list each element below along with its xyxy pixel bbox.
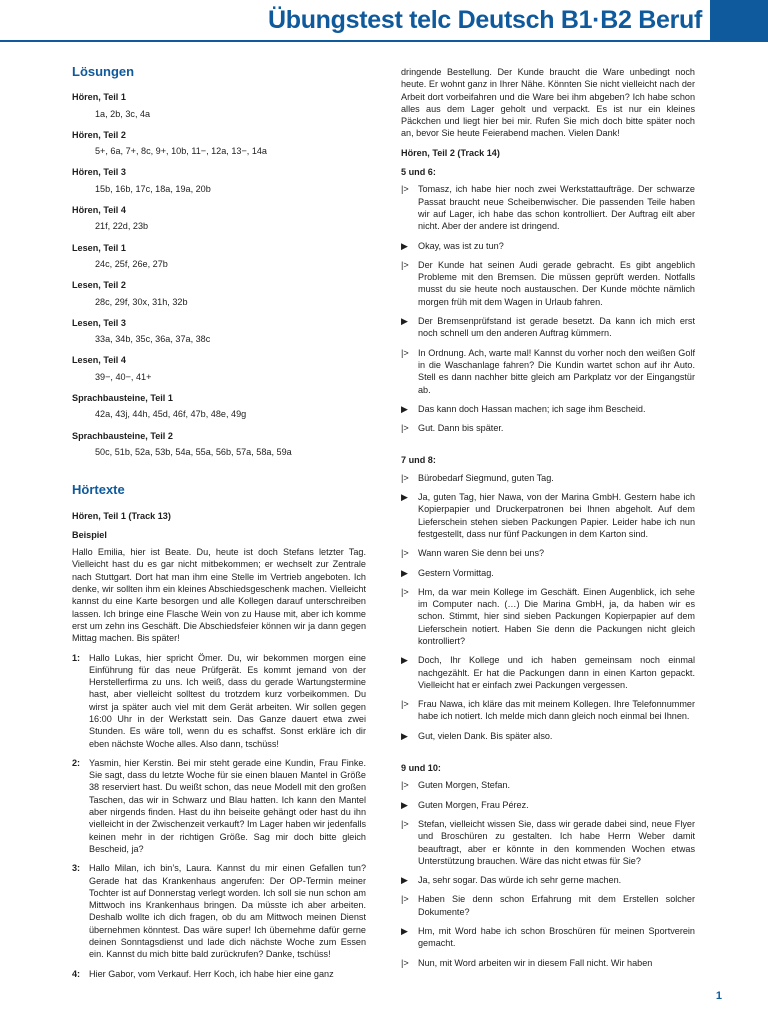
dialogue-text: Guten Morgen, Stefan. [418,780,511,791]
dialogue-text: Tomasz, ich habe hier noch zwei Werkstattaufträge. Der schwarze Passat braucht neue Scheibenwischer. Die passenden Teile haben wir auf Lager, ich habe das schon kontrolliert. Der Auftrag eilt aber nicht. Aber der andere ist dringend. [418,184,695,232]
page-number: 1 [715,990,722,1002]
solution-label: Hören, Teil 2 [72,129,126,140]
item-number: 2: [72,757,81,768]
dialogue-text: Ja, guten Tag, hier Nawa, von der Marina GmbH. Gestern habe ich Kopierpapier und Druckerpatronen bei Ihnen abgeholt. Auf dem Lieferschein stehen sieben Packungen Papier. Leider habe ich nun festgestellt, dass nur fünf Packungen in dem Karton sind. [418,492,695,539]
dialogue-line [401,698,695,723]
solution-label: Lesen, Teil 1 [72,242,126,253]
transcript-item [72,652,366,750]
solution-answer: 39−, 40−, 41+ [95,371,152,382]
solution-answer: 15b, 16b, 17c, 18a, 19a, 20b [95,183,211,194]
play-arrow-icon: ▶ [401,730,408,741]
dialogue-text: Bürobedarf Siegmund, guten Tag. [418,472,554,483]
solutions-heading: Lösungen [72,64,135,79]
solutions-list [72,91,366,458]
solution-label: Sprachbausteine, Teil 2 [72,430,173,441]
speaker-marker-icon: |> [401,780,409,791]
dialogue-text: Nun, mit Word arbeiten wir in diesem Fall nicht. Wir haben [418,957,653,968]
dialogue-line [401,957,695,969]
dialogue-group-label: 7 und 8: [401,455,436,466]
dialogue-line [401,730,695,742]
item-text: Hier Gabor, vom Verkauf. Herr Koch, ich habe hier eine ganz [89,968,334,979]
transcript-item [72,757,366,855]
dialogue-text: Hm, mit Word habe ich schon Broschüren für meinen Sportverein gemacht. [418,926,695,949]
speaker-marker-icon: |> [401,347,409,358]
solution-label: Sprachbausteine, Teil 1 [72,393,173,404]
example-label: Beispiel [72,529,107,540]
part2-groups [401,166,695,969]
solution-answer: 28c, 29f, 30x, 31h, 32b [95,296,188,307]
header-accent-box [710,0,768,42]
speaker-marker-icon: |> [401,548,409,559]
dialogue-line [401,893,695,918]
play-arrow-icon: ▶ [401,875,408,886]
solution-answer: 42a, 43j, 44h, 45d, 46f, 47b, 48e, 49g [95,409,247,420]
solution-label: Hören, Teil 3 [72,167,126,178]
play-arrow-icon: ▶ [401,799,408,810]
solution-answer: 1a, 2b, 3c, 4a [95,108,151,119]
dialogue-line [401,818,695,867]
play-arrow-icon: ▶ [401,492,408,503]
dialogue-line [401,259,695,308]
speaker-marker-icon: |> [401,259,409,270]
solution-label: Hören, Teil 1 [72,92,126,103]
dialogue-text: Hm, da war mein Kollege im Geschäft. Einen Augenblick, ich sehe im Computer nach. (…) Die Marina GmbH, ja, da haben wir es schon. Stimmt, hier sind sieben Packungen Kopierpapier auf dem Lieferschein notiert. Haben Sie denn die Packungen nicht gleich kontrolliert? [418,586,695,646]
speaker-marker-icon: |> [401,423,409,434]
transcript-item [72,862,366,960]
solution-answer: 33a, 34b, 35c, 36a, 37a, 38c [95,334,211,345]
dialogue-text: Stefan, vielleicht wissen Sie, dass wir gerade dabei sind, neue Flyer und Broschüren zu gestalten. Ich habe Herrn Weber damit beauftragt, aber er könnte in den kommenden Wochen etwas Unterstützung brauchen. Wäre das nicht etwas für Sie? [418,818,695,866]
solution-answer: 50c, 51b, 52a, 53b, 54a, 55a, 56b, 57a, 58a, 59a [95,446,292,457]
speaker-marker-icon: |> [401,894,409,905]
dialogue-line [401,799,695,811]
page-title: Übungstest telc Deutsch B1·B2 Beruf [267,6,702,34]
speaker-marker-icon: |> [401,586,409,597]
solution-label: Lesen, Teil 3 [72,317,126,328]
part1-continuation: dringende Bestellung. Der Kunde braucht die Ware unbedingt noch heute. Er wohnt ganz in Ihrer Nähe. Könnten Sie nicht vielleicht nach der Arbeit dort vorbeifahren und die Ware bei ihm abgeben? Ich habe schon alles aus dem Lager geholt und verpackt. Es ist nur ein kleines Päckchen und liegt hier bei mir. Rufen Sie mich doch bitte später noch an, bevor Sie heute Feierabend machen. Vielen Dank! [401,67,695,139]
page-header [0,0,768,40]
example-text: Hallo Emilia, hier ist Beate. Du, heute ist doch Stefans letzter Tag. Vielleicht hast du es gar nicht mitbekommen; er wechselt zur Zentrale nach Stuttgart. Dort hat man ihm eine Stelle im Vertrieb angeboten. Ich denke, wir sollten ihm ein kleines Abschiedsgeschenk machen. Vielleicht kannst du eine Karte besorgen und alle Kollegen darauf unterschreiben lassen. Ich bringe eine Flasche Wein von zu Hause mit, aber ich komme erst um zehn ins Geschäft. Die Abschiedsfeier können wir ja dann gegen Mittag machen. Bis später! [72,547,366,644]
dialogue-line [401,315,695,340]
speaker-marker-icon: |> [401,957,409,968]
solution-label: Hören, Teil 4 [72,205,126,216]
dialogue-line [401,567,695,579]
dialogue-text: Das kann doch Hassan machen; ich sage ihm Bescheid. [418,403,646,414]
play-arrow-icon: ▶ [401,567,408,578]
right-column [401,66,695,976]
dialogue-line [401,586,695,647]
dialogue-group-label: 9 und 10: [401,763,441,774]
solution-label: Lesen, Teil 2 [72,280,126,291]
part1-heading: Hören, Teil 1 (Track 13) [72,510,171,521]
dialogue-text: Der Kunde hat seinen Audi gerade gebracht. Es gibt angeblich Probleme mit den Bremsen. Die müssen geprüft werden. Notfalls musst du sie heute noch austauschen. Der Kunde möchte nämlich morgen früh mit dem Wagen in Urlaub fahren. [418,259,695,307]
dialogue-line [401,925,695,950]
play-arrow-icon: ▶ [401,926,408,937]
dialogue-text: Wann waren Sie denn bei uns? [418,548,545,559]
item-text: Hallo Lukas, hier spricht Ömer. Du, wir bekommen morgen eine Einführung für das neue Prüfgerät. Es kommt jemand von der Herstellerfirma zu uns. Ich weiß, dass du gerade Wartungstermine hast, aber vielleicht solltest du trotzdem kurz vorbeikommen. Du wirst ja später auch viel mit dem Gerät arbeiten. Wir sollen gegen 16:00 Uhr in der Werkstatt sein. Das Ganze dauert etwa zwei Stunden. Es wäre toll, wenn du es schaffst. Sonst erkläre ich dir eben nächste Woche alles. Also dann, tschüss! [89,652,366,749]
part2-heading: Hören, Teil 2 (Track 14) [401,147,500,158]
dialogue-line [401,422,695,434]
transcript-item [72,968,366,980]
left-column [72,66,366,987]
dialogue-line [401,183,695,232]
play-arrow-icon: ▶ [401,655,408,666]
dialogue-text: Okay, was ist zu tun? [418,240,504,251]
dialogue-text: Gut. Dann bis später. [418,423,504,434]
dialogue-line [401,491,695,540]
dialogue-line [401,472,695,484]
item-number: 3: [72,863,81,874]
dialogue-line [401,240,695,252]
solution-answer: 5+, 6a, 7+, 8c, 9+, 10b, 11−, 12a, 13−, 14a [95,146,267,157]
play-arrow-icon: ▶ [401,403,408,414]
speaker-marker-icon: |> [401,818,409,829]
speaker-marker-icon: |> [401,184,409,195]
item-number: 1: [72,652,81,663]
texts-heading: Hörtexte [72,482,125,498]
dialogue-text: Doch, Ihr Kollege und ich haben gemeinsam noch einmal nachgezählt. Er hat die Packungen dann in einen Karton gepackt. Vielleicht hat er einfach zwei Packungen vergessen. [418,655,695,690]
dialogue-line [401,779,695,791]
item-text: Yasmin, hier Kerstin. Bei mir steht gerade eine Kundin, Frau Finke. Sie sagt, dass du letzte Woche für sie einen blauen Mantel in Größe 38 reserviert hast. Du weißt schon, das neue Modell mit den großen Taschen, das wir in Schwarz und Blau hatten. Ich kann den Mantel aber nirgends finden. Hast du ihn beiseite gehängt oder hast du ihn vielleicht in der Zwischenzeit verkauft? Im Lager haben wir jedenfalls keinen mehr in der richtigen Größe. Sag mir doch bitte gleich Bescheid, ja? [89,757,366,854]
speaker-marker-icon: |> [401,699,409,710]
item-number: 4: [72,968,81,979]
item-text: Hallo Milan, ich bin’s, Laura. Kannst du mir einen Gefallen tun? Gerade hat das Krankenhaus angerufen: Der OP-Termin meiner Tochter ist auf Donnerstag verlegt worden. Ich soll sie nun schon am Mittwoch ins Krankenhaus bringen. Da müsste ich aber arbeiten. Deshalb wollte ich dich fragen, ob du am Mittwoch meinen Dienst übernehmen könntest. Das wäre super! Ich übernehme dafür gerne deinen Sonntagsdienst und lade dich nächste Woche zum Essen ein. Kannst du mich bitte bald zurückrufen? Danke, tschüss! [89,863,366,960]
dialogue-text: Der Bremsenprüfstand ist gerade besetzt. Da kann ich mich erst noch schnell um den anderen Auftrag kümmern. [418,316,695,339]
dialogue-text: Gut, vielen Dank. Bis später also. [418,730,553,741]
dialogue-line [401,403,695,415]
dialogue-line [401,874,695,886]
speaker-marker-icon: |> [401,472,409,483]
solution-answer: 24c, 25f, 26e, 27b [95,258,168,269]
dialogue-text: Haben Sie denn schon Erfahrung mit dem Erstellen solcher Dokumente? [418,894,695,917]
dialogue-text: In Ordnung. Ach, warte mal! Kannst du vorher noch den weißen Golf in die Waschanlage fahren? Die Kundin wartet schon auf ihr Auto. Stell es dann nachher bitte gleich am Parkplatz vor der Eingangstür ab. [418,347,695,395]
dialogue-text: Ja, sehr sogar. Das würde ich sehr gerne machen. [418,875,622,886]
dialogue-group-label: 5 und 6: [401,167,436,178]
solution-label: Lesen, Teil 4 [72,355,126,366]
dialogue-text: Frau Nawa, ich kläre das mit meinem Kollegen. Ihre Telefonnummer habe ich notiert. Ich melde mich dann gleich noch einmal bei Ihnen. [418,699,695,722]
play-arrow-icon: ▶ [401,316,408,327]
solution-answer: 21f, 22d, 23b [95,221,149,232]
dialogue-line [401,654,695,691]
dialogue-line [401,347,695,396]
dialogue-text: Guten Morgen, Frau Pérez. [418,799,529,810]
dialogue-line [401,547,695,559]
play-arrow-icon: ▶ [401,240,408,251]
part1-items [72,652,366,980]
header-rule [0,40,710,42]
dialogue-text: Gestern Vormittag. [418,567,494,578]
